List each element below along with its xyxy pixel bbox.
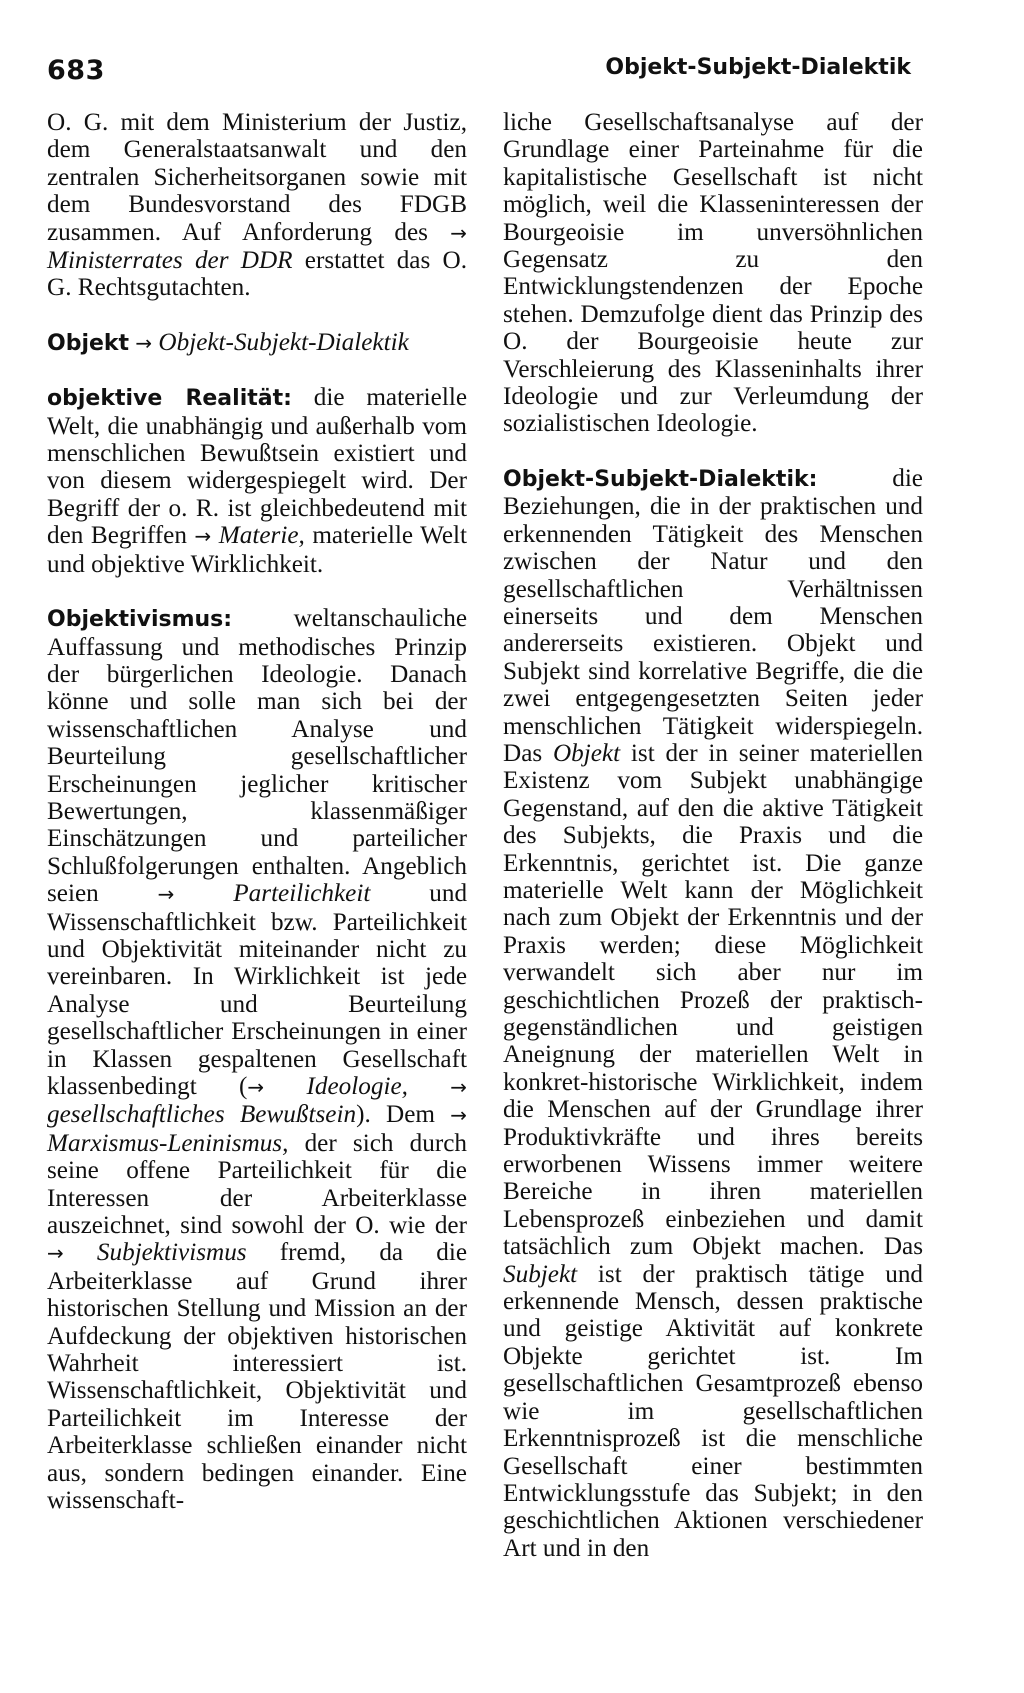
cross-reference-objekt-subjekt-dialektik[interactable]: Objekt-Subjekt-Dialektik bbox=[158, 328, 409, 356]
headword-objektive-realitaet: objektive Realität: bbox=[47, 386, 292, 412]
cross-reference-subjektivismus[interactable]: Subjektivismus bbox=[96, 1239, 247, 1267]
definition-text: fremd, da die Arbeiterklasse auf Grund ihrer historischen Stellung und Mission an der Aufdeckung der objektiven historischen Wahrheit interessiert ist. Wissenschaftlichkeit, Objektivität und Parteilichkeit im Interesse der Arbeiterklasse schließen einander nicht aus, sondern bedingen einander. Eine wissenschaft- bbox=[47, 1239, 468, 1515]
running-head: Objekt-Subjekt-Dialektik bbox=[605, 55, 911, 80]
definition-text: ist der in seiner materiellen Existenz vom Subjekt unabhängige Gegenstand, auf den die aktive Tätigkeit des Subjekts, die Praxis und die Erkenntnis, gerichtet ist. Die ganze materielle Welt kann der Möglichkeit nach zum Objekt der Erkenntnis und der Praxis werden; diese Möglichkeit verwandelt sich aber nur im geschichtlichen Prozeß der praktisch-gegenständlichen und geistigen Aneignung der materiellen Welt in konkret-historische Wirklichkeit, indem die Menschen auf der Grundlage ihrer Produktivkräfte und ihres bereits erworbenen Wissens immer weitere Bereiche in ihren materiellen Lebensprozeß einbeziehen und damit tatsächlich zum Objekt machen. Das bbox=[503, 739, 924, 1261]
cross-reference-ideologie[interactable]: Ideologie, bbox=[306, 1073, 408, 1100]
definition-text: der sich durch seine offene Parteilichkeit für die Interessen der Arbeiterklasse auszeichnet, sind sowohl der O. wie der bbox=[47, 1129, 467, 1240]
definition-text: und Wissenschaftlichkeit bzw. Parteilichkeit und Objektivität miteinander nicht zu vereinbaren. In Wirklichkeit ist jede Analyse und Beurteilung gesellschaftlicher Erscheinungen in einer in Klassen gespaltenen Gesellschaft klassenbedingt ( bbox=[47, 880, 468, 1100]
emphasis-objekt: Objekt bbox=[552, 739, 621, 767]
definition-text: die materielle Welt, die unabhängig und außerhalb vom menschlichen Bewußtsein existiert und von diesem widergespiegelt wird. Der Begriff der o. R. ist gleichbedeutend mit den Begriffen bbox=[47, 384, 468, 550]
cross-reference-arrow: → bbox=[450, 1103, 467, 1128]
cross-reference-arrow: → bbox=[247, 1075, 265, 1099]
cross-reference-arrow: → bbox=[450, 1075, 468, 1099]
entry-objektive-realitaet bbox=[47, 384, 467, 578]
cross-reference-arrow: → bbox=[157, 882, 175, 907]
cross-reference-marxismus-leninismus[interactable]: Marxismus-Leninismus, bbox=[47, 1129, 289, 1157]
cross-reference-arrow: → bbox=[47, 1241, 64, 1266]
definition-text: die Beziehungen, die in der praktischen und erkennenden Tätigkeit des Menschen zwischen der Natur und den gesellschaftlichen Verhältnissen einerseits und dem Menschen andererseits existieren. Objekt und Subjekt sind korrelative Begriffe, die die zwei entgegengesetzten Seiten jeder menschlichen Tätigkeit widerspiegeln. Das bbox=[503, 464, 923, 767]
definition-text: ). Dem bbox=[356, 1101, 435, 1129]
entry-objekt-subjekt-dialektik bbox=[503, 465, 923, 1562]
continuation-text-end: erstattet das O. G. Rechtsgutachten. bbox=[47, 247, 468, 302]
entry-objektivismus bbox=[47, 605, 467, 1514]
emphasis-subjekt: Subjekt bbox=[503, 1260, 578, 1288]
cross-reference-ministerrat[interactable]: Ministerrates der DDR bbox=[47, 247, 293, 275]
cross-reference-gesellschaftliches-bewusstsein[interactable]: gesellschaftliches Bewußtsein bbox=[47, 1101, 357, 1129]
entry-objekt bbox=[47, 329, 467, 357]
definition-text: weltanschauliche Auffassung und methodisches Prinzip der bürgerlichen Ideologie. Danach könne und solle man sich bei der wissenschaftlichen Analyse und Beurteilung gesellschaftlicher Erscheinungen jeglicher kritischer Bewertungen, klassenmäßiger Einschätzungen und parteilicher Schlußfolgerungen enthalten. Angeblich seien bbox=[47, 605, 467, 908]
cross-reference-arrow: → bbox=[450, 220, 467, 245]
definition-text: materielle Welt und objektive Wirklichkeit. bbox=[47, 522, 468, 578]
cross-reference-materie[interactable]: Materie, bbox=[218, 522, 305, 550]
right-column bbox=[503, 109, 923, 1589]
cross-reference-arrow: → bbox=[194, 524, 212, 549]
entry-continuation-right bbox=[503, 109, 923, 438]
cross-reference-parteilichkeit[interactable]: Parteilichkeit bbox=[233, 880, 371, 908]
headword-objektivismus: Objektivismus: bbox=[47, 607, 233, 633]
entry-continuation-left bbox=[47, 109, 467, 302]
headword-objekt-subjekt-dialektik: Objekt-Subjekt-Dialektik: bbox=[503, 466, 818, 492]
page-number: 683 bbox=[47, 55, 105, 86]
headword-objekt: Objekt bbox=[47, 330, 130, 356]
definition-text: ist der praktisch tätige und erkennende Mensch, dessen praktische und geistige Aktivität auf konkrete Objekte gerichtet ist. Im gesellschaftlichen Gesamtprozeß ebenso wie im gesellschaftlichen Erkenntnisprozeß ist die menschliche Gesellschaft einer bestimmten Entwicklungsstufe das Subjekt; in den geschichtlichen Aktionen verschiedener Art und in den bbox=[503, 1260, 924, 1562]
cross-reference-arrow: → bbox=[135, 330, 153, 355]
continuation-text: liche Gesellschaftsanalyse auf der Grundlage einer Parteinahme für die kapitalistische Gesellschaft ist nicht möglich, weil die Klasseninteressen der Bourgeoisie im unversöhnlichen Gegensatz zu den Entwicklungstendenzen der Epoche stehen. Demzufolge dient das Prinzip des O. der Bourgeoisie heute zur Verschleierung des Klasseninhalts ihrer Ideologie und zur Verleumdung der sozialistischen Ideologie. bbox=[503, 109, 923, 438]
left-column bbox=[47, 109, 467, 1542]
continuation-text: O. G. mit dem Ministerium der Justiz, dem Generalstaatsanwalt und den zentralen Sicherheitsorganen sowie mit dem Bundesvorstand des FDGB zusammen. Auf Anforderung des bbox=[47, 109, 467, 246]
